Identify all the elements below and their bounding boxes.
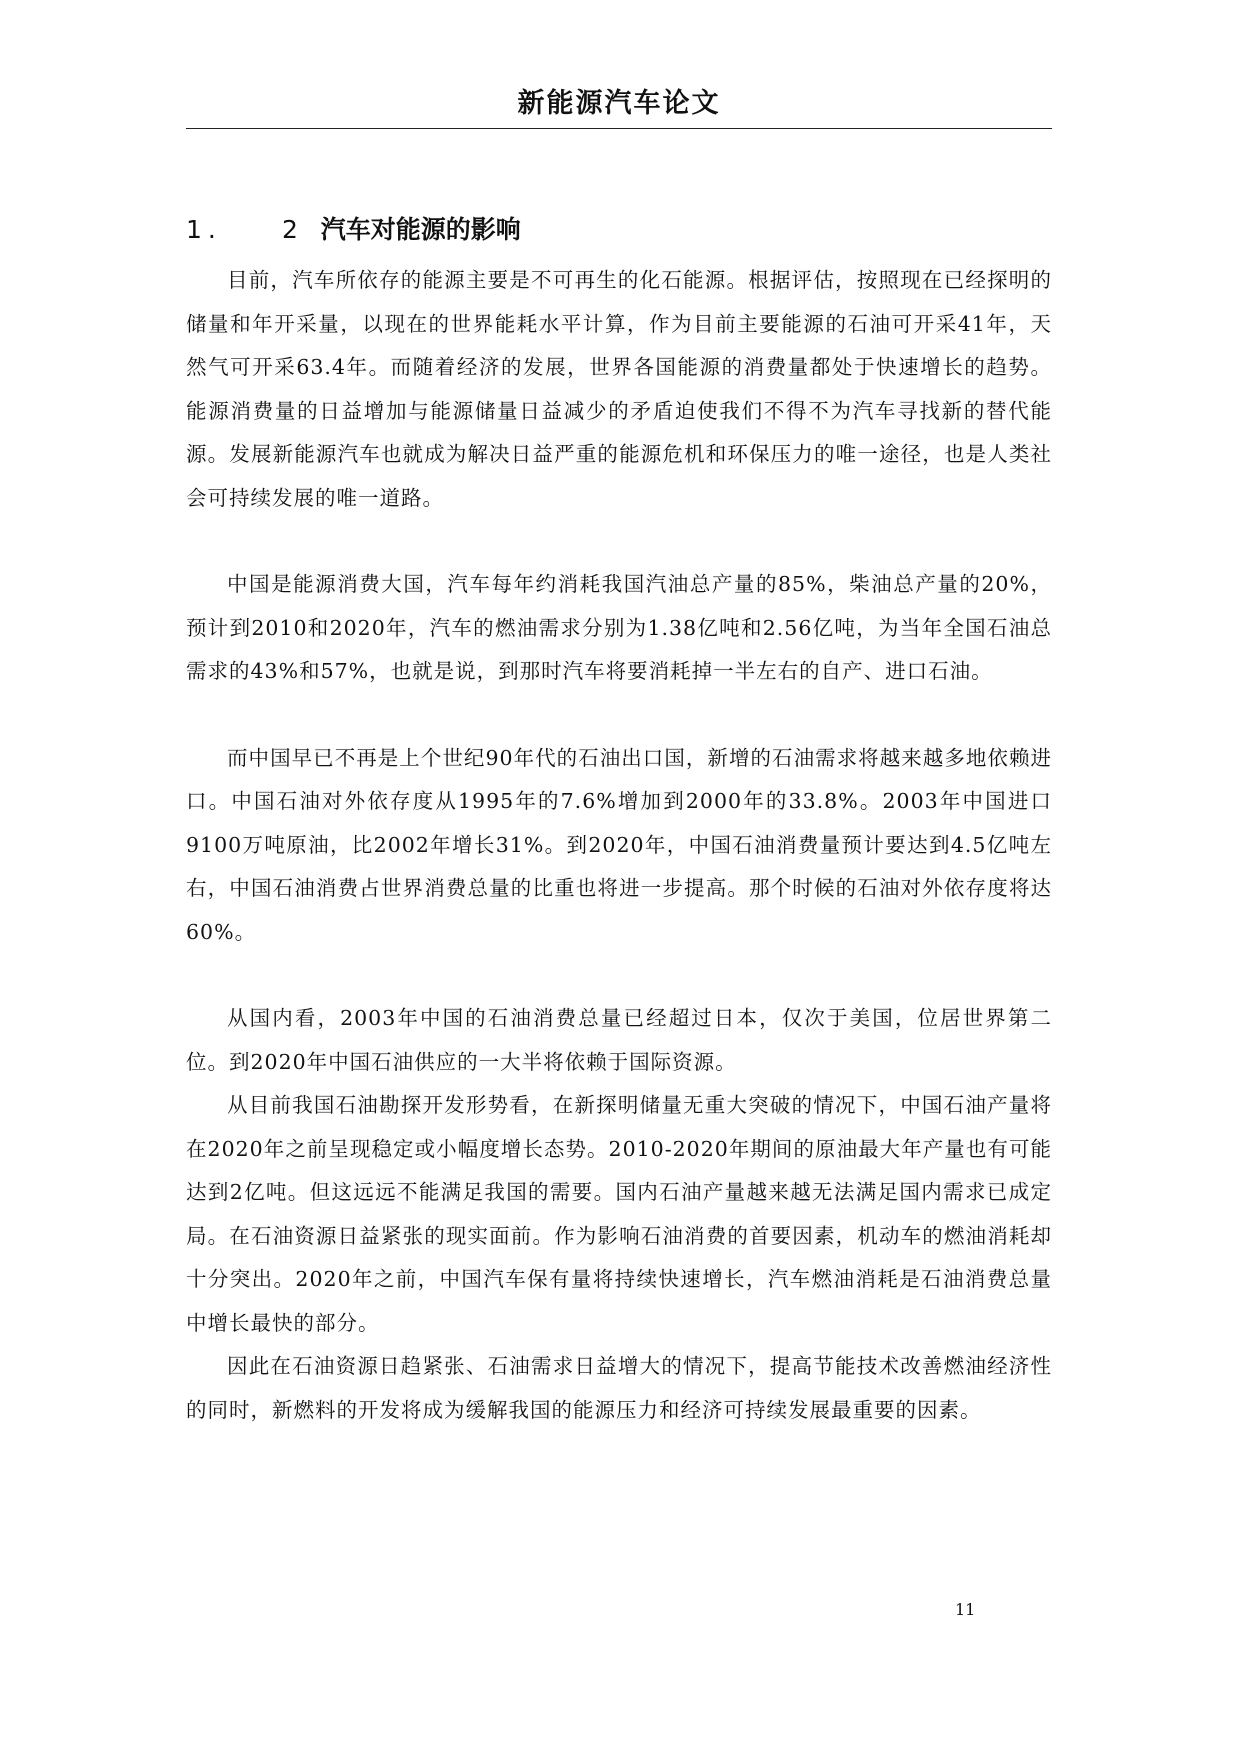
header-rule [186, 128, 1052, 129]
paragraph-gap [186, 520, 1052, 563]
paragraph-2: 中国是能源消费大国，汽车每年约消耗我国汽油总产量的85%，柴油总产量的20%，预计到2010和2020年，汽车的燃油需求分别为1.38亿吨和2.56亿吨，为当年全国石油总需求的43%和57%，也就是说，到那时汽车将要消耗掉一半左右的自产、进口石油。 [186, 572, 1052, 683]
page-number: 11 [955, 1600, 976, 1619]
paragraph-gap [186, 954, 1052, 997]
paragraph-5: 从目前我国石油勘探开发形势看，在新探明储量无重大突破的情况下，中国石油产量将在2020年之前呈现稳定或小幅度增长态势。2010-2020年期间的原油最大年产量也有可能达到2亿吨。但这远远不能满足我国的需要。国内石油产量越来越无法满足国内需求已成定局。在石油资源日益紧张的现实面前。作为影响石油消费的首要因素，机动车的燃油消耗却十分突出。2020年之前，中国汽车保有量将持续快速增长，汽车燃油消耗是石油消费总量中增长最快的部分。 [186, 1093, 1052, 1335]
running-header-title: 新能源汽车论文 [517, 88, 721, 119]
section-number-minor: 2 [282, 215, 298, 244]
section-title: 汽车对能源的影响 [320, 215, 521, 244]
document-body [186, 205, 1052, 1432]
paragraph-gap [186, 694, 1052, 737]
section-heading [186, 205, 1052, 255]
paragraph-6: 因此在石油资源日趋紧张、石油需求日益增大的情况下，提高节能技术改善燃油经济性的同时，新燃料的开发将成为缓解我国的能源压力和经济可持续发展最重要的因素。 [186, 1354, 1052, 1422]
paragraph-1: 目前，汽车所依存的能源主要是不可再生的化石能源。根据评估，按照现在已经探明的储量和年开采量，以现在的世界能耗水平计算，作为目前主要能源的石油可开采41年，天然气可开采63.4年。而随着经济的发展，世界各国能源的消费量都处于快速增长的趋势。能源消费量的日益增加与能源储量日益减少的矛盾迫使我们不得不为汽车寻找新的替代能源。发展新能源汽车也就成为解决日益严重的能源危机和环保压力的唯一途径，也是人类社会可持续发展的唯一道路。 [186, 268, 1052, 510]
paragraph-3: 而中国早已不再是上个世纪90年代的石油出口国，新增的石油需求将越来越多地依赖进口。中国石油对外依存度从1995年的7.6%增加到2000年的33.8%。2003年中国进口9100万吨原油，比2002年增长31%。到2020年，中国石油消费量预计要达到4.5亿吨左右，中国石油消费占世界消费总量的比重也将进一步提高。那个时候的石油对外依存度将达60%。 [186, 745, 1052, 944]
paragraph-4: 从国内看，2003年中国的石油消费总量已经超过日本，仅次于美国，位居世界第二位。到2020年中国石油供应的一大半将依赖于国际资源。 [186, 1006, 1052, 1074]
section-number-major: 1. [186, 215, 222, 244]
